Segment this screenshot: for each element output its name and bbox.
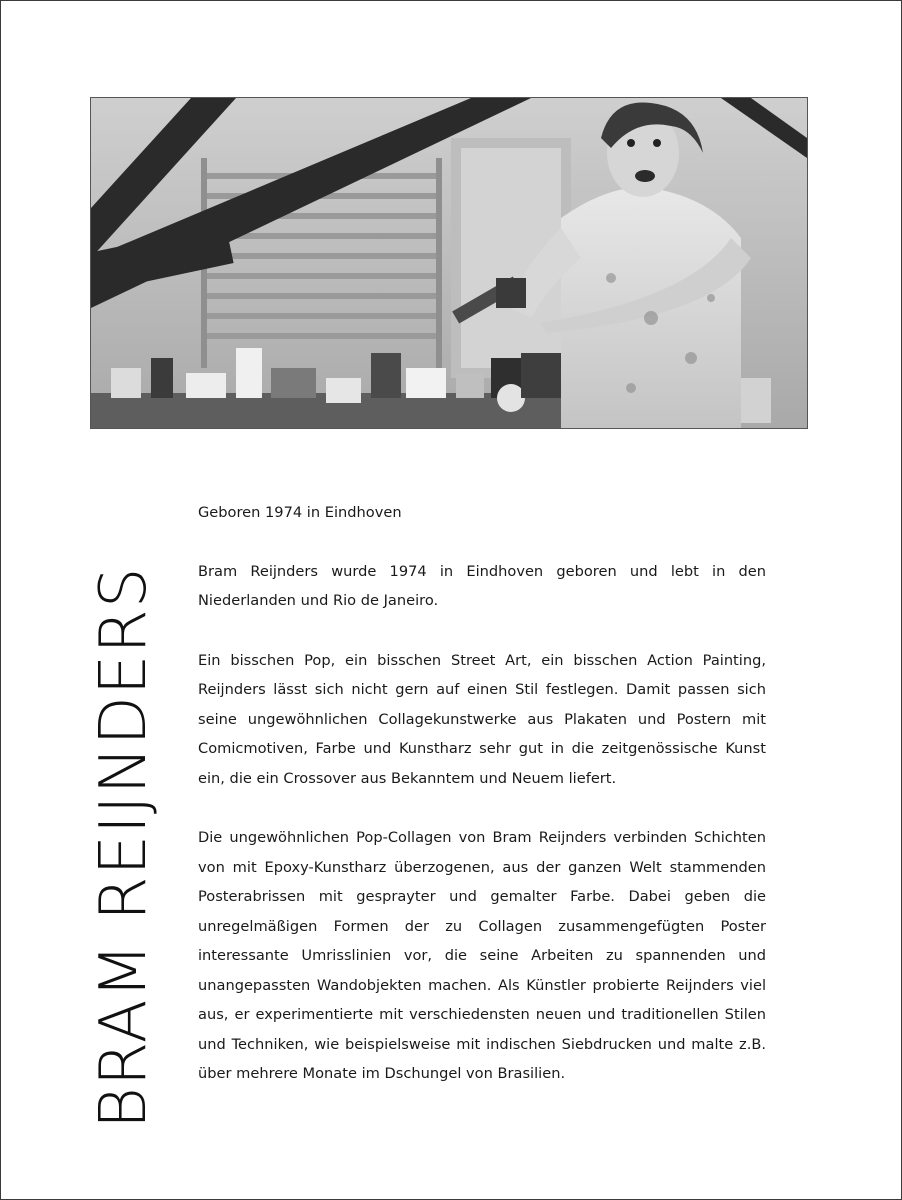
artist-photo xyxy=(90,97,808,429)
studio-photo-illustration xyxy=(91,98,807,428)
birth-line: Geboren 1974 in Eindhoven xyxy=(198,504,402,521)
bio-paragraph-3: Die ungewöhnlichen Pop-Collagen von Bram Reijnders verbinden Schichten von mit Epoxy-Kunstharz überzogenen, aus der ganzen Welt stammenden Posterabrissen mit gesprayter und gemalter Farbe. Dabei geben die unregelmäßigen Formen der zu Collagen zusammengefügten Poster interessante Umrisslinien vor, die seine Arbeiten zu spannenden und unangepassten Wandobjekten machen. Als Künstler probierte Reijnders viel aus, er experimentierte mit verschiedensten neuen und traditionellen Stilen und Techniken, wie beispielsweise mit indischen Siebdrucken und malte z.B. über mehrere Monate im Dschungel von Brasilien. xyxy=(198,829,766,1082)
biography xyxy=(198,498,766,1089)
bio-paragraph-1: Bram Reijnders wurde 1974 in Eindhoven geboren und lebt in den Niederlanden und Rio de Janeiro. xyxy=(198,562,766,609)
vertical-title-container xyxy=(89,509,159,1129)
artist-name-title: BRAM REIJNDERS xyxy=(87,566,161,1129)
bio-paragraph-2: Ein bisschen Pop, ein bisschen Street Art, ein bisschen Action Painting, Reijnders lässt sich nicht gern auf einen Stil festlegen. Damit passen sich seine ungewöhnlichen Collagekunstwerke aus Plakaten und Postern mit Comicmotiven, Farbe und Kunstharz sehr gut in die zeitgenössische Kunst ein, die ein Crossover aus Bekanntem und Neuem liefert. xyxy=(198,651,766,787)
